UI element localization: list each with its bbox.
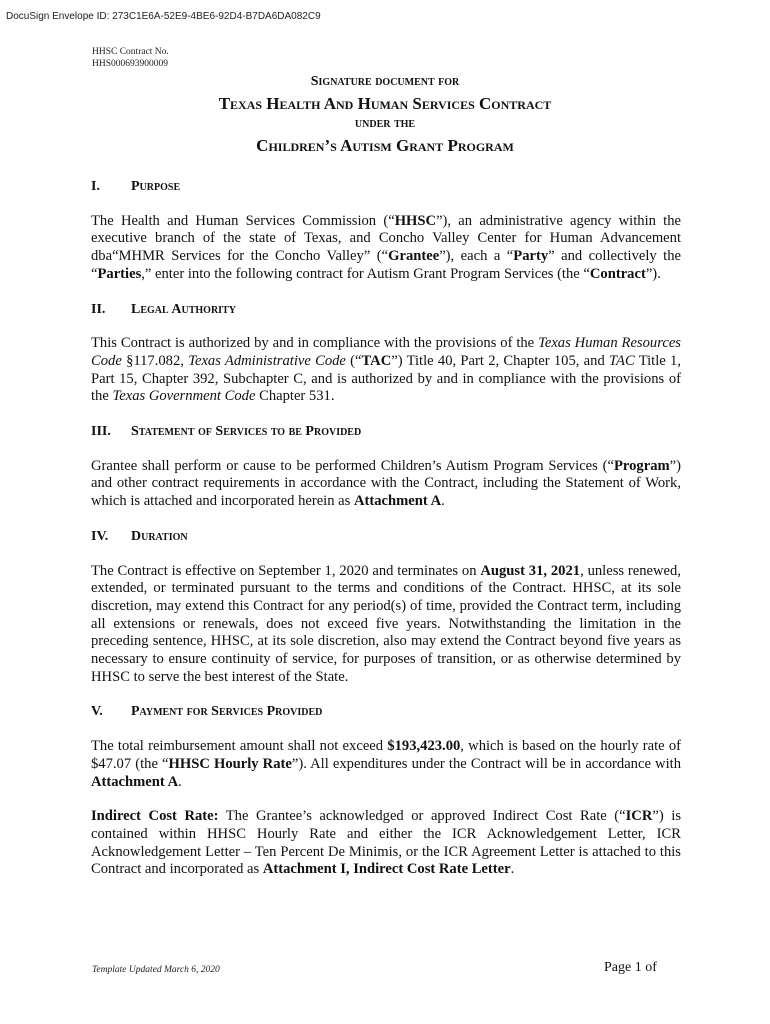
section-number: V. (91, 704, 103, 720)
indirect-cost-rate-paragraph: Indirect Cost Rate: The Grantee’s acknowledged or approved Indirect Cost Rate (“ICR”) is contained within HHSC Hourly Rate and either the ICR Acknowledgement Letter, ICR Acknowledgement Letter – Ten Percent De Minimis, or the ICR Agreement Letter is attached to this Contract and incorporated as Attachment I, Indirect Cost Rate Letter. (91, 808, 681, 878)
section-number: II. (91, 301, 106, 317)
section-authority-heading (91, 301, 681, 319)
contract-number-label: HHSC Contract No. (92, 47, 169, 57)
duration-paragraph: The Contract is effective on September 1, 2020 and terminates on August 31, 2021, unless renewed, extended, or terminated pursuant to the terms and conditions of the Contract. HHSC, at its sole discretion, may extend this Contract for any period(s) of time, provided the Contract term, including all extensions or renewals, does not exceed five years. Notwithstanding the limitation in the preceding sentence, HHSC, at its sole discretion, also may extend the Contract beyond five years as necessary to ensure continuity of service, for purposes of transition, or as otherwise determined by HHSC to serve the best interest of the State. (91, 562, 681, 685)
contract-number (92, 46, 169, 70)
section-title: Statement of Services to be Provided (131, 424, 362, 440)
section-title: Duration (131, 528, 188, 544)
page-number: Page 1 of (604, 960, 657, 975)
section-title: Payment for Services Provided (131, 704, 323, 720)
title-line-1: Signature document for (310, 74, 460, 89)
section-duration-heading (91, 528, 681, 546)
purpose-paragraph: The Health and Human Services Commission (“HHSC”), an administrative agency within the executive branch of the state of Texas, and Concho Valley Center for Human Advancement dba“MHMR Services for the Concho Valley” (“Grantee”), each a “Party” and collectively the “Parties,” enter into the following contract for Autism Grant Program Services (the “Contract”). (91, 212, 682, 282)
services-paragraph: Grantee shall perform or cause to be performed Children’s Autism Program Services (“Program”) and other contract requirements in accordance with the Contract, including the Statement of Work, which is attached and incorporated herein as Attachment A. (91, 457, 681, 510)
section-title: Legal Authority (131, 301, 236, 317)
section-number: IV. (91, 528, 109, 544)
section-number: I. (91, 179, 100, 194)
contract-number-value: HHS000693900009 (92, 59, 169, 69)
document-body (91, 178, 681, 896)
section-services-heading (91, 423, 681, 441)
section-payment-heading (91, 703, 681, 721)
title-line-4: Children’s Autism Grant Program (256, 136, 514, 155)
title-line-3: under the (354, 116, 416, 131)
section-number: III. (91, 424, 111, 440)
section-title: Purpose (131, 179, 181, 194)
authority-paragraph: This Contract is authorized by and in compliance with the provisions of the Texas Human Resources Code §117.082, Texas Administrative Code (“TAC”) Title 40, Part 2, Chapter 105, and TAC Title 1, Part 15, Chapter 392, Subchapter C, and is authorized by and in compliance with the provisions of the Texas Government Code Chapter 531. (91, 335, 681, 405)
document-title (0, 73, 770, 156)
template-updated-note: Template Updated March 6, 2020 (92, 965, 220, 975)
payment-paragraph: The total reimbursement amount shall not exceed $193,423.00, which is based on the hourly rate of $47.07 (the “HHSC Hourly Rate”). All expenditures under the Contract will be in accordance with Attachment A. (91, 738, 681, 790)
section-purpose-heading (91, 178, 681, 196)
docusign-envelope-id: DocuSign Envelope ID: 273C1E6A-52E9-4BE6-92D4-B7DA6DA082C9 (6, 11, 321, 22)
title-line-2: Texas Health And Human Services Contract (218, 94, 552, 113)
